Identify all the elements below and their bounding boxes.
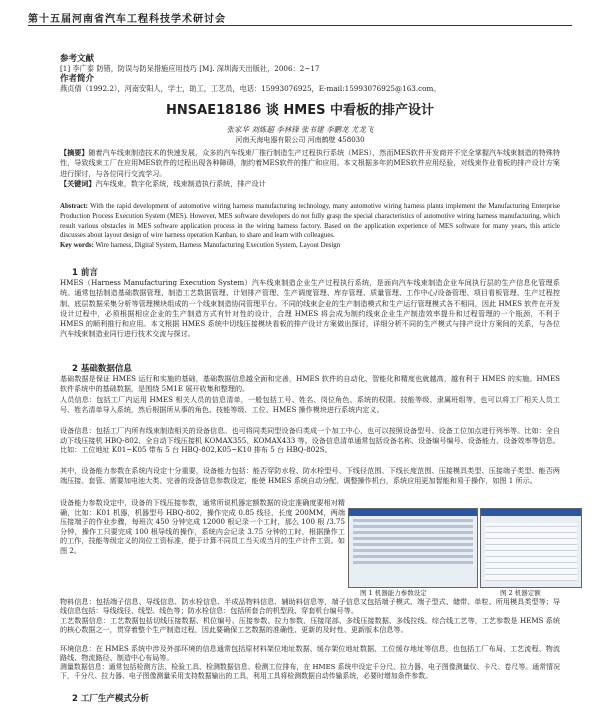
body-paragraph-5: 其中，设备能力参数在系统内设定十分重要，设备能力包括：能否穿防水栓、防水栓型号、下线径范围、下线长度范围、压接模具类型、压接端子类型、能否两端压接、套管、需要加电池大类、完善的设备信息参数设定，能使 HMES 系统自动分配、调整操作机台，系统应用更加智能和易于操作，如图 1 所示。 xyxy=(60,466,560,485)
author-intro-text: 燕贞倩（1992.2），河南安阳人，学士，助工，工艺员，电话：15993076925，E-mail:15993076925@163.com。 xyxy=(60,84,441,93)
body-paragraph-4: 设备信息：包括工厂内所有线束制造相关的设备信息。也可将同类同型设备归类成一个加工中心，也可以按照设备型号、设备工位加点进行列举等。比如：全自动下线压接机 HBQ-802、全自动下线压接机 KOMAX355、KOMAX433 等。设备信息清单通常包括设备名称、设备编号编号、设备能力、设备效率等信息。比如：工位地址 K01~K05 带布 5 台 HBQ-802,K05~K10 排布 5 台 HBQ-802S。 xyxy=(60,426,560,455)
body-paragraph-2: 基础数据是保证 HMES 运行和实施的基础，基础数据信息越全面和完善，HMES 软件的自动化、智能化和精度也就越高，越有利于 HMES 的实施。HMES 软件系统中的基础数据，是围绕 5M1E 展开收集和整理的。 xyxy=(60,374,560,394)
figure-1-caption: 图 1 机器能力参数设定 xyxy=(360,589,427,597)
section-basic-data-heading: 2 基础数据信息 xyxy=(72,364,132,374)
references-heading: 参考文献 xyxy=(60,54,95,64)
header-rule xyxy=(28,25,572,26)
body-paragraph-1: HMES（Harness Manufacturing Execution System）汽车线束制造企业生产过程执行系统，是面向汽车线束制造企业车间执行层的生产信息化管理系统。通常包括制造基础数据管理、制造工艺数据管理、计划排产管理、生产调度管理、库存管理、质量管理、工作中心/设备管理、项目看板管理、生产过程控制、底层数据采集分析等管理模块组成的一个线束制造协同管理平台。不同的线束企业的生产制造模式和生产运行管理模式各不相同，因此 HMES 软件在开发设计过程中，必须根据相应企业的生产制造方式有针对性的设计，合理 HMES 将会成为制约线束企业生产制造效率提升和过程管理的一个瓶颈，不利于 HMES 的顺利推行和应用。本文根据 HMES 系统中切线压接模块看板的排产设计方案做出探讨，详细分析不同的生产模式与排产设计方案间的关系，与各位汽车线束制造业同行进行技术交流与探讨。 xyxy=(60,278,560,339)
abstract-cn-label: 【摘要】 xyxy=(60,148,89,157)
section-intro-heading: 1 前言 xyxy=(72,268,98,278)
figure-machine-capability xyxy=(348,508,478,588)
paper-title: HNSAE18186 谈 HMES 中看板的排产设计 xyxy=(166,103,434,118)
author-intro-heading: 作者简介 xyxy=(60,74,95,84)
body-paragraph-8: 工艺数据信息：工艺数据包括切线压接数据、机位编号、压接参数、拉力参数、压接尾部、多线压接数据、多线拉线、综合线工艺等，工艺参数是 HEMS 系统的核心数据之一，贯穿着整个生产制造过程，因此要确保工艺数据的准确性、更新的及时性、更新版本信息等。 xyxy=(60,616,560,635)
figure-2-caption: 图 2 机器定额 xyxy=(500,589,541,597)
keywords-cn-text: 汽车线束，数字化系统，线束制造执行系统，排产设计 xyxy=(95,178,266,188)
section-production-mode-heading: 2 工厂生产模式分析 xyxy=(72,694,149,704)
figure-machine-quota xyxy=(480,508,582,588)
abstract-en xyxy=(60,202,560,251)
affiliation: 河南天海电器有限公司 河南鹤壁 458030 xyxy=(235,136,365,144)
keywords-en-text: Wire harness, Digital System, Harness Manufacturing Execution System, Layout Design xyxy=(95,242,341,250)
body-paragraph-10: 测量数据信息：通常包括检测方法、检验工具、检测数据信息、检测工位排布，在 HMES 系统中设定千分尺、拉力器、电子图像测量仪、卡尺、卷尺等。通常情况下，千分尺、拉力器、电子图像测量采用支持数据输出的工具，利用工具将检测数据自动传输系统，必要时增加条件参数。 xyxy=(60,663,560,681)
keywords-en-label: Key words: xyxy=(60,242,94,250)
body-paragraph-7: 物料信息：包括端子信息、导线信息、防水栓信息、半成品物料信息、辅助料信息等，端子信息又包括端子模式、端子型式、储带、单粒、所用模具类型等；导线信息包括：导线线径、线型、线色等；防水栓信息：包括所套合的机型段、穿套机台编号等。 xyxy=(60,597,560,616)
keywords-cn-label: 【关键词】 xyxy=(60,178,96,188)
abstract-cn xyxy=(60,148,560,189)
body-paragraph-9: 环境信息：在 HMES 系统中涉及外部环境的信息通常包括原材料架位地址数据、缓存架位地址数据、工位缓存地址等信息，也包括工厂布局、工艺流程、物流路线、物流路径、制造中心布局等。 xyxy=(60,644,560,663)
reference-item: [1] 李广泰 防错，防误与防呆措施应用技巧 [M]. 深圳海天出版社，2006：2~17 xyxy=(60,64,320,73)
references-block xyxy=(60,54,560,94)
authors: 张家华 刘炼超 李林锋 张书建 李鹏龙 尤龙飞 xyxy=(226,125,374,134)
abstract-cn-text: 随着汽车线束制造技术的快速发展，众多的汽车线束厂推行制造生产过程执行系统（MES），然而MES软件开发商并不完全掌握汽车线束制造的特殊特性，导致线束工厂在应用MES软件的过程出现各种障碍，制约着MES软件的推广和应用。本文根据多年的MES软件应用经验，对线束作业看板的排产设计方案进行探讨，与各位同行交流学习。 xyxy=(60,148,560,178)
journal-header: 第十五届河南省汽车工程科技学术研讨会 xyxy=(28,14,226,25)
abstract-en-label: Abstract: xyxy=(60,203,88,210)
abstract-en-text: With the rapid development of automotive wiring harness manufacturing technology, many automotive wiring harness plants implement the Manufacturing Enterprise Production Process Execution System (MES). However, MES software developers do not fully grasp the special characteristics of automotive wiring harness manufacturing, which result various obstacles in MES software application process in the wiring harness factory. Based on the application experience of MES software for many years, this article discusses about layout design of wire harness operation Kanban, to share and learn with colleagues. xyxy=(60,203,560,240)
body-paragraph-6: 设备能力参数设定中，设备的下线压接参数，通常所说机器定额数据的设定准确度要相对精确，比如：K01 机器，机器型号 HBQ-802，操作完成 0.85 线径，长度 200MM，两端压接端子的作业步骤，每班次 450 分钟完成 12000 根记录一个工时，那么 100 根 /3.75 分钟，操作工只要完成 100 根导线的操作，系统内会记录 3.75 分钟的工时，根据操作工的工作，技能等级定义的岗位工资标准，便于计算不同员工当天或当月的生产计件工资。如图 2。 xyxy=(60,498,345,555)
body-paragraph-3: 人员信息：包括工厂内运用 HMES 相关人员的信息清单，一般包括工号、姓名、岗位角色、系统的权限、技能等级、隶属班组等，也可以将工厂相关人员工号、姓名清单导入系统，然后根据所从事的角色、技能等级、工位、HMES 操作模块进行系统内定义。 xyxy=(60,395,560,415)
